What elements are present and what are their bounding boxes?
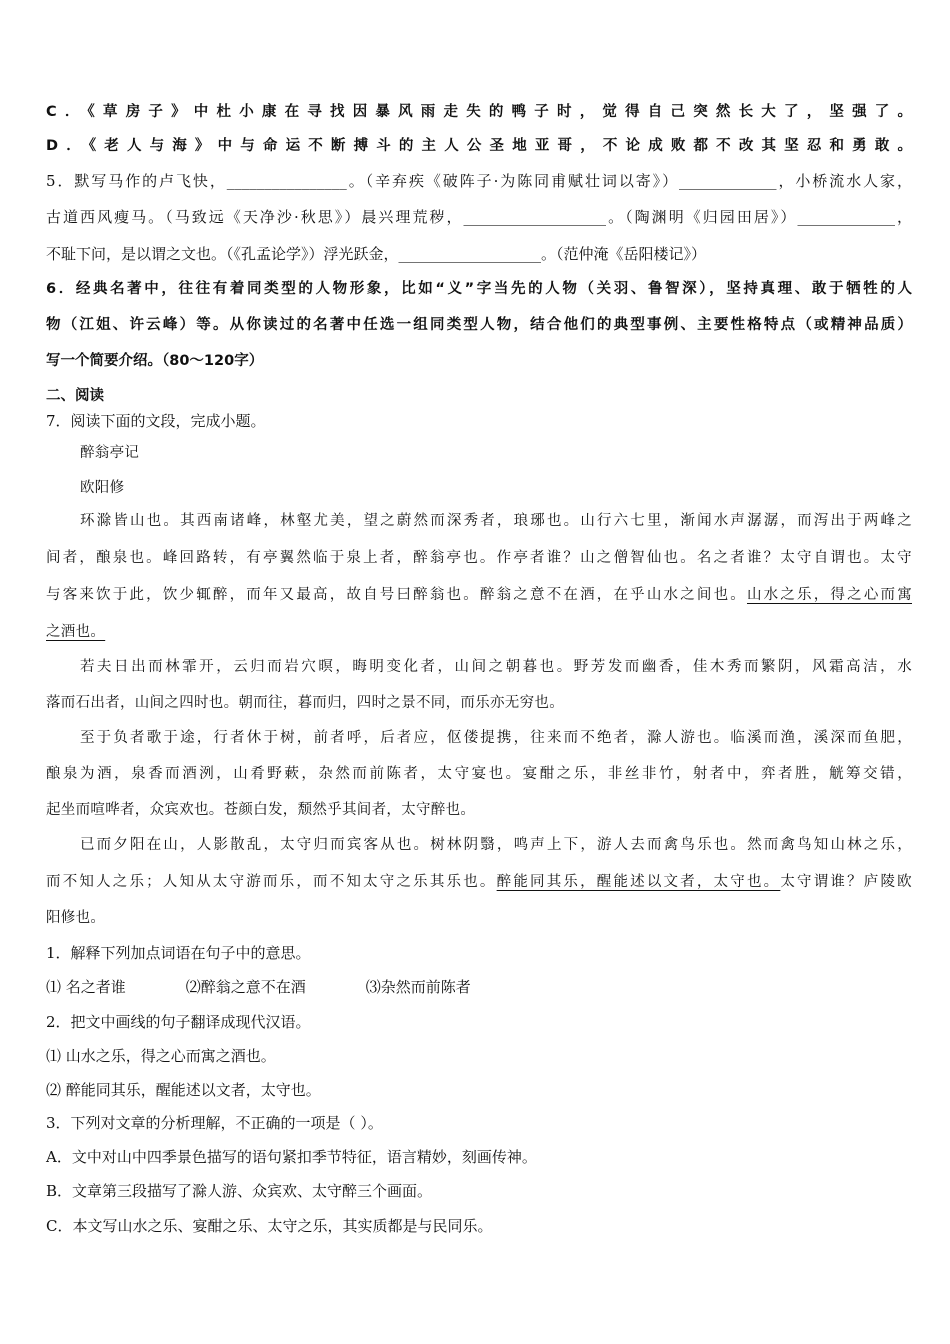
- text-segment: 。（陶渊明《归园田居》）: [606, 208, 798, 226]
- question-6: [46, 315, 912, 335]
- text-segment: ⑶杂然而前陈者: [365, 978, 471, 996]
- text-segment: 1．解释下列加点词语在句子中的意思。: [46, 944, 311, 962]
- text-segment: C．《草房子》中杜小康在寻找因暴风雨走失的鸭子时，觉得自己突然长大了，坚强了。: [46, 104, 912, 120]
- passage-line: [46, 872, 912, 892]
- underlined-sentence: 之酒也。: [46, 624, 106, 640]
- text-segment: 2．把文中画线的句子翻译成现代汉语。: [46, 1013, 311, 1031]
- subquestion-2: [46, 1012, 912, 1032]
- subquestion-1-items: [46, 977, 912, 997]
- text-segment: 欧阳修: [80, 480, 125, 496]
- text-segment: 若夫日出而林霏开，云归而岩穴暝，晦明变化者，山间之朝暮也。野芳发而幽香，佳木秀而繁阴，风霜高洁，水: [80, 659, 912, 675]
- text-segment: A．文中对山中四季景色描写的语句紧扣季节特征，语言精妙，刻画传神。: [46, 1148, 537, 1166]
- text-segment: 3．下列对文章的分析理解，不正确的一项是（ ）。: [46, 1114, 383, 1132]
- underlined-sentence: 山水之乐，得之心而寓: [746, 587, 912, 603]
- text-segment: ⑵ 醉能同其乐，醒能述以文者，太守也。: [46, 1081, 321, 1099]
- option-c-bold: [46, 102, 912, 122]
- passage-line: [80, 728, 912, 748]
- passage-line: [46, 622, 912, 642]
- option-b: [46, 1181, 912, 1201]
- option-d-bold: [46, 136, 912, 156]
- passage-line: [46, 693, 912, 713]
- passage-line: [46, 548, 912, 568]
- text-segment: 起坐而喧哗者，众宾欢也。苍颜白发，颓然乎其间者，太守醉也。: [46, 802, 476, 818]
- passage-line: [46, 800, 912, 820]
- text-segment: 不耻下问，是以谓之文也。（《孔孟论学》）浮光跃金，: [46, 245, 399, 263]
- text-segment: ⑵醉翁之意不在酒: [185, 978, 306, 996]
- passage-author: [80, 478, 912, 498]
- text-segment: 7．阅读下面的文段，完成小题。: [46, 412, 266, 430]
- text-segment: 太守谓谁？庐陵欧: [780, 874, 912, 890]
- passage-line: [80, 657, 912, 677]
- passage-line: [80, 835, 912, 855]
- option-c: [46, 1216, 912, 1236]
- text-segment: ⑴ 山水之乐，得之心而寓之酒也。: [46, 1047, 276, 1065]
- subquestion-3: [46, 1113, 912, 1133]
- text-segment: 物（江姐、许云峰）等。从你读过的名著中任选一组同类型人物，结合他们的典型事例、主要性格特点（或精神品质）: [46, 317, 912, 333]
- passage-title: [80, 443, 912, 463]
- text-segment: 6．经典名著中，往往有着同类型的人物形象，比如“义”字当先的人物（关羽、鲁智深），坚持真理、敢于牺牲的人: [46, 281, 912, 297]
- text-segment: 而不知人之乐；人知从太守游而乐，而不知太守之乐其乐也。: [46, 874, 497, 890]
- fill-blank[interactable]: ___________________: [398, 245, 542, 263]
- passage-line: [46, 585, 912, 605]
- text-segment: 二、阅读: [46, 388, 104, 404]
- underlined-sentence: 醉能同其乐，醒能述以文者，太守也。: [496, 874, 781, 890]
- subquestion-2-item: [46, 1080, 912, 1100]
- subquestion-1: [46, 943, 912, 963]
- text-segment: 至于负者歌于途，行者休于树，前者呼，后者应，伛偻提携，往来而不绝者，滁人游也。临溪而渔，溪深而鱼肥，: [80, 730, 912, 746]
- option-a: [46, 1147, 912, 1167]
- question-5: [46, 171, 912, 191]
- question-7: [46, 411, 912, 431]
- text-segment: 间者，酿泉也。峰回路转，有亭翼然临于泉上者，醉翁亭也。作亭者谁？山之僧智仙也。名之者谁？太守自谓也。太守: [46, 550, 912, 566]
- text-segment: ，小桥流水人家，: [776, 172, 912, 190]
- fill-blank[interactable]: ________________: [226, 172, 347, 190]
- section-heading: [46, 386, 912, 406]
- fill-blank[interactable]: ___________________: [463, 208, 607, 226]
- question-6: [46, 279, 912, 299]
- text-segment: 酿泉为酒，泉香而酒洌，山肴野蔌，杂然而前陈者，太守宴也。宴酣之乐，非丝非竹，射者中，弈者胜，觥筹交错，: [46, 766, 912, 782]
- text-segment: 古道西风瘦马。（马致远《天净沙·秋思》）晨兴理荒秽，: [46, 208, 464, 226]
- text-segment: ⑴ 名之者谁: [46, 978, 126, 996]
- text-segment: ，: [894, 208, 912, 226]
- text-segment: 写一个简要介绍。（80～120字）: [46, 353, 264, 369]
- text-segment: C．本文写山水之乐、宴酣之乐、太守之乐，其实质都是与民同乐。: [46, 1217, 493, 1235]
- passage-line: [46, 908, 912, 928]
- text-segment: 环滁皆山也。其西南诸峰，林壑尤美，望之蔚然而深秀者，琅琊也。山行六七里，渐闻水声潺潺，而泻出于两峰之: [80, 513, 912, 529]
- text-segment: 。（辛弃疾《破阵子·为陈同甫赋壮词以寄》）: [346, 172, 680, 190]
- text-segment: 已而夕阳在山，人影散乱，太守归而宾客从也。树林阴翳，鸣声上下，游人去而禽鸟乐也。然而禽鸟知山林之乐，: [80, 837, 912, 853]
- passage-line: [46, 764, 912, 784]
- fill-blank[interactable]: _____________: [679, 172, 777, 190]
- fill-blank[interactable]: _____________: [797, 208, 895, 226]
- passage-line: [80, 511, 912, 531]
- question-5: [46, 244, 912, 264]
- question-5: [46, 207, 912, 227]
- text-segment: D．《老人与海》中与命运不断搏斗的主人公圣地亚哥，不论成败都不改其坚忍和勇敢。: [46, 138, 912, 154]
- text-segment: B．文章第三段描写了滁人游、众宾欢、太守醉三个画面。: [46, 1182, 433, 1200]
- text-segment: 落而石出者，山间之四时也。朝而往，暮而归，四时之景不同，而乐亦无穷也。: [46, 695, 564, 711]
- text-segment: 与客来饮于此，饮少辄醉，而年又最高，故自号曰醉翁也。醉翁之意不在酒，在乎山水之间也。: [46, 587, 747, 603]
- text-segment: 醉翁亭记: [80, 445, 140, 461]
- text-segment: 阳修也。: [46, 910, 106, 926]
- text-segment: 5．默写马作的卢飞快，: [46, 172, 227, 190]
- text-segment: 。（范仲淹《岳阳楼记》）: [541, 245, 707, 263]
- question-6: [46, 351, 912, 371]
- subquestion-2-item: [46, 1046, 912, 1066]
